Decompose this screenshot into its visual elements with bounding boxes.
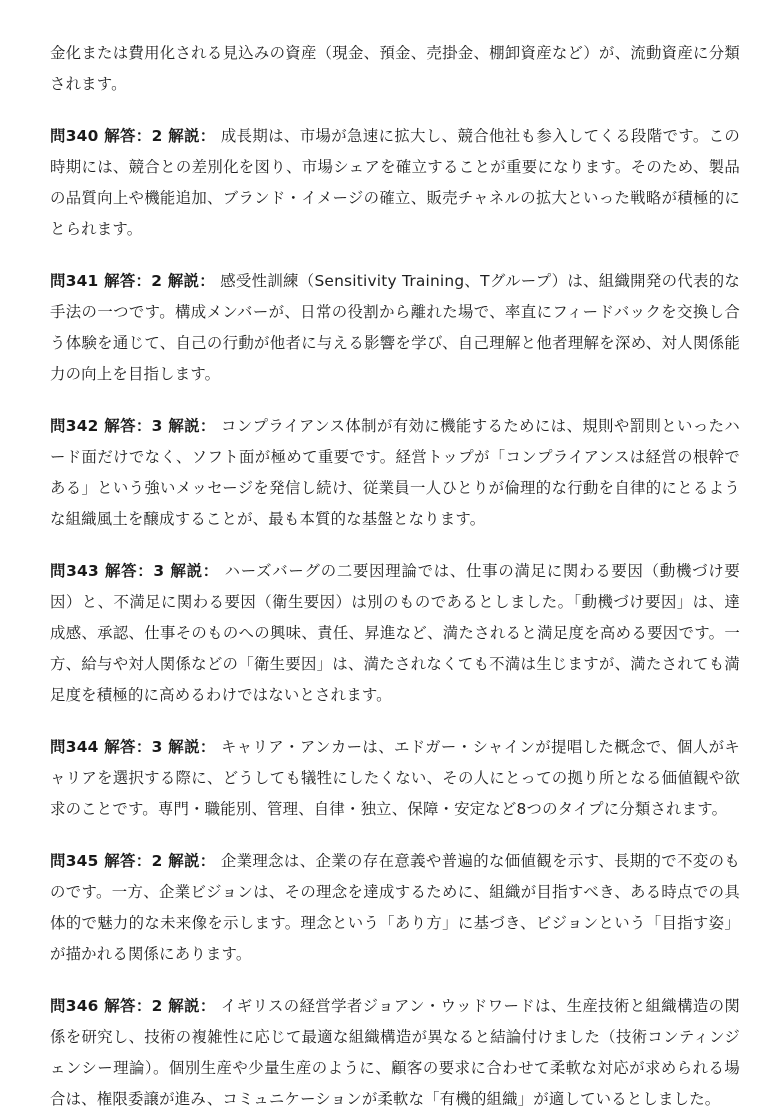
document-page [50,38,740,1115]
answer-345 [50,846,740,970]
explanation-text: コンプライアンス体制が有効に機能するためには、規則や罰則といったハード面だけでなく、ソフト面が極めて重要です。経営トップが「コンプライアンスは経営の根幹である」という強いメッセージを発信し続け、従業員一人ひとりが倫理的な行動を自律的にとるような組織風土を醸成することが、最も本質的な基盤となります。 [50,417,740,528]
answer-lead: 問343 解答：3 解説： [50,562,219,580]
answer-340 [50,121,740,245]
explanation-text: キャリア・アンカーは、エドガー・シャインが提唱した概念で、個人がキャリアを選択する際に、どうしても犠牲にしたくない、その人にとっての拠り所となる価値観や欲求のことです。専門・職能別、管理、自律・独立、保障・安定など8つのタイプに分類されます。 [50,738,741,818]
answer-346 [50,991,740,1115]
answer-342 [50,411,740,535]
explanation-text: 企業理念は、企業の存在意義や普遍的な価値観を示す、長期的で不変のものです。一方、企業ビジョンは、その理念を達成するために、組織が目指すべき、ある時点での具体的で魅力的な未来像を示します。理念という「あり方」に基づき、ビジョンという「目指す姿」が描かれる関係にあります。 [50,852,740,963]
answer-344 [50,732,740,825]
answer-341 [50,266,740,390]
answer-lead: 問345 解答：2 解説： [50,852,216,870]
answer-lead: 問341 解答：2 解説： [50,272,215,290]
answer-lead: 問344 解答：3 解説： [50,738,216,756]
answer-lead: 問340 解答：2 解説： [50,127,216,145]
explanation-text: イギリスの経営学者ジョアン・ウッドワードは、生産技術と組織構造の関係を研究し、技術の複雑性に応じて最適な組織構造が異なると結論付けました（技術コンティンジェンシー理論）。個別生産や少量生産のように、顧客の要求に合わせて柔軟な対応が求められる場合は、権限委譲が進み、コミュニケーションが柔軟な「有機的組織」が適しているとしました。 [50,997,741,1108]
explanation-text: 感受性訓練（Sensitivity Training、Tグループ）は、組織開発の代表的な手法の一つです。構成メンバーが、日常の役割から離れた場で、率直にフィードバックを交換し合う体験を通じて、自己の行動が他者に与える影響を学び、自己理解と他者理解を深め、対人関係能力の向上を目指します。 [50,272,741,383]
answer-343 [50,556,740,711]
explanation-text: ハーズバーグの二要因理論では、仕事の満足に関わる要因（動機づけ要因）と、不満足に関わる要因（衛生要因）は別のものであるとしました。「動機づけ要因」は、達成感、承認、仕事そのものへの興味、責任、昇進など、満たされると満足度を高める要因です。一方、給与や対人関係などの「衛生要因」は、満たされなくても不満は生じますが、満たされても満足度を積極的に高めるわけではないとされます。 [50,562,741,704]
explanation-text: 金化または費用化される見込みの資産（現金、預金、売掛金、棚卸資産など）が、流動資産に分類されます。 [50,44,740,93]
answer-lead: 問342 解答：3 解説： [50,417,216,435]
answer-lead: 問346 解答：2 解説： [50,997,216,1015]
explanation-text: 成長期は、市場が急速に拡大し、競合他社も参入してくる段階です。この時期には、競合との差別化を図り、市場シェアを確立することが重要になります。そのため、製品の品質向上や機能追加、ブランド・イメージの確立、販売チャネルの拡大といった戦略が積極的にとられます。 [50,127,740,238]
paragraph-continued [50,38,740,100]
